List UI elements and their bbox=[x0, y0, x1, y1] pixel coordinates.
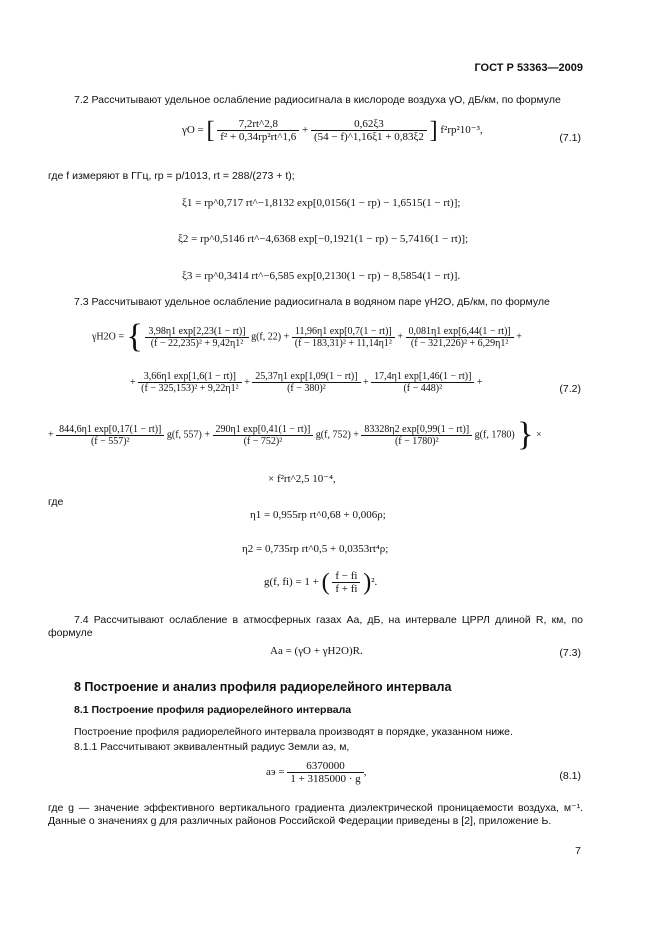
eq-7-2-term-9 bbox=[361, 424, 472, 447]
eq-7-2-term-9-den: (f − 1780)² bbox=[394, 435, 439, 447]
eq-8-1-den: 1 + 3185000 · g bbox=[290, 773, 361, 785]
eq-8-1-lhs: aэ = bbox=[266, 766, 285, 779]
eq-7-2-term-1-den: (f − 22,235)² + 9,42η1² bbox=[150, 337, 244, 349]
eq-7-2-term-4-g: + bbox=[244, 376, 250, 388]
section-8-title: 8 Построение и анализ профиля радиорелейного интервала bbox=[74, 680, 452, 694]
eq-7-2-term-2-den: (f − 183,31)² + 11,14η1² bbox=[294, 337, 392, 349]
equation-7-3: Aa = (γO + γH2O)R. bbox=[270, 645, 363, 657]
eq-7-1-number: (7.1) bbox=[559, 132, 581, 144]
eq-7-2-term-6-den: (f − 448)² bbox=[403, 383, 443, 394]
eq-7-2-number: (7.2) bbox=[559, 383, 581, 395]
section-7-2-where: где f измеряют в ГГц, rp = p/1013, rt = 288/(273 + t); bbox=[48, 170, 295, 182]
eq-7-2-term-1 bbox=[145, 326, 248, 349]
eq-7-1-term1-num: 7,2rt^2,8 bbox=[217, 118, 299, 131]
eq-7-1-term1-den: f² + 0,34rp²rt^1,6 bbox=[220, 131, 297, 143]
eq-7-2-term-3-den: (f − 321,226)² + 6,29η1² bbox=[410, 337, 509, 349]
section-8-1-title: 8.1 Построение профиля радиорелейного интервала bbox=[74, 704, 352, 716]
equation-8-1 bbox=[266, 760, 366, 785]
eq-7-2-term-6-g: + bbox=[476, 376, 483, 388]
eta1-formula: η1 = 0,955rp rt^0,68 + 0,006ρ; bbox=[250, 509, 386, 521]
eq-7-2-term-7-den: (f − 557)² bbox=[90, 435, 130, 447]
page-number: 7 bbox=[575, 845, 581, 857]
eq-7-1-term1 bbox=[217, 118, 299, 143]
eq-7-2-tail: × f²rt^2,5 10⁻⁴, bbox=[268, 473, 336, 485]
eq-7-2-term-5-g: + bbox=[363, 376, 369, 388]
eq-7-2-term-5 bbox=[252, 371, 360, 394]
section-7-4-text: 7.4 Рассчитывают ослабление в атмосферных газах Aa, дБ, на интервале ЦРРЛ длиной R, км, по формуле bbox=[48, 614, 583, 639]
xi2-formula: ξ2 = rp^0,5146 rt^−4,6368 exp[−0,1921(1 − rp) − 5,7416(1 − rt)]; bbox=[178, 233, 469, 245]
eq-7-2-term-2 bbox=[292, 326, 395, 349]
eq-8-1-num: 6370000 bbox=[287, 760, 363, 773]
eq-7-2-term-4-den: (f − 325,153)² + 9,22η1² bbox=[141, 383, 239, 394]
eta2-formula: η2 = 0,735rp rt^0,5 + 0,0353rt⁴ρ; bbox=[242, 543, 389, 555]
eq-7-1-tail: f²rp²10⁻³, bbox=[440, 124, 483, 137]
eq-7-2-times: × bbox=[536, 429, 542, 441]
eq-7-2-term-7 bbox=[56, 424, 164, 447]
eq-7-2-term-6-num: 17,4η1 exp[1,46(1 − rt)] bbox=[371, 371, 474, 383]
eq-7-2-term-7-g: g(f, 557) + bbox=[166, 429, 211, 441]
section-7-3-text: 7.3 Рассчитывают удельное ослабление радиосигнала в водяном паре γH2O, дБ/км, по формуле bbox=[74, 296, 550, 308]
eq-7-2-term-1-g: g(f, 22) + bbox=[251, 331, 290, 343]
xi3-formula: ξ3 = rp^0,3414 rt^−6,585 exp[0,2130(1 − rp) − 8,5854(1 − rt)]. bbox=[182, 270, 461, 282]
eq-7-2-term-6 bbox=[371, 371, 474, 394]
eq-7-2-term-8-num: 290η1 exp[0,41(1 − rt)] bbox=[213, 424, 314, 436]
eq-7-2-term-9-num: 83328η2 exp[0,99(1 − rt)] bbox=[361, 424, 472, 436]
section-8-1-note: где g — значение эффективного вертикального градиента диэлектрической проницаемости воздуха, м⁻¹. Данные о значениях g для различных районов Российской Федерации приведены в [2], приложение Ь. bbox=[48, 802, 583, 827]
g-function-tail: ². bbox=[371, 576, 378, 589]
equation-7-2-row2: + $\frac{3,66\eta 1 \exp[1,6(1 - rt)]}{\text{(f − 325,153)² + 9,22η1²}}$ + $\frac{25,37\eta 1 \exp[1,09(1 - rt)]}{\text{(f − 380)²}}$ + $\frac{17,4\eta 1 \exp[1,46(1 - rt)]}{\text{(f − 448)²}}$ + bbox=[130, 371, 483, 394]
equation-7-2-row3: + $\frac{844,6\eta 1 \exp[0,17(1 - rt)]}{\text{(f − 557)²}}$ g(f, 557) + $\frac{290\eta 1 \exp[0,41(1 - rt)]}{\text{(f − 752)²}}$ g(f, 752) + $\frac{83328\eta 2 \exp[0,99(1 - rt)]}{\text{(f − 1780)²}}$ g(f, 1780) } × bbox=[48, 416, 542, 453]
eq-8-1-tail: , bbox=[363, 766, 367, 779]
section-8-1-para: Построение профиля радиорелейного интервала производят в порядке, указанном ниже. bbox=[74, 726, 513, 738]
eq-7-2-term-3 bbox=[406, 326, 514, 349]
section-7-3-where: где bbox=[48, 496, 64, 508]
eq-7-2-lhs: γH2O = bbox=[92, 331, 125, 343]
eq-7-2-term-4 bbox=[138, 371, 242, 394]
equation-7-2-row1: γH2O = { $\frac{3,98\eta 1 \exp[2,23(1 - rt)]}{\text{(f − 22,235)² + 9,42η1²}}$ g(f, 22) + $\frac{11,96\eta 1 \exp[0,7(1 - rt)]}{\text{(f − 183,31)² + 11,14η1²}}$ + $\frac{0,081\eta 1 \exp[6,44(1 - rt)]}{\text{(f − 321,226)² + 6,29η1²}}$ + bbox=[92, 318, 522, 355]
eq-7-1-lhs: γO = bbox=[182, 124, 204, 137]
equation-7-1: γO = [ $\frac{7,2rt\^{}2,8}{\text{f² + 0,34rp²rt\textasciicircum{}1,6}}$ + $\frac{0,62\xi 3}{(54 - f)\^{}1,16\xi 1 + 0,83\xi 2}$ ] f²rp²10⁻³, bbox=[182, 117, 483, 144]
g-function-lhs: g(f, fi) = 1 + bbox=[264, 576, 319, 589]
eq-7-3-number: (7.3) bbox=[559, 647, 581, 659]
section-7-2-text: 7.2 Рассчитывают удельное ослабление радиосигнала в кислороде воздуха γO, дБ/км, по формуле bbox=[74, 94, 561, 106]
eq-7-2-term-2-g: + bbox=[397, 331, 403, 343]
eq-7-2-term-8-g: g(f, 752) + bbox=[315, 429, 359, 441]
eq-7-1-term2 bbox=[311, 118, 427, 143]
g-function-fraction bbox=[332, 570, 360, 595]
eq-7-2-term-4-num: 3,66η1 exp[1,6(1 − rt)] bbox=[138, 371, 242, 383]
section-8-1-1-para: 8.1.1 Рассчитывают эквивалентный радиус Земли aэ, м, bbox=[74, 741, 350, 753]
eq-7-1-term2-num: 0,62ξ3 bbox=[311, 118, 427, 131]
eq-7-2-term-2-num: 11,96η1 exp[0,7(1 − rt)] bbox=[292, 326, 395, 338]
eq-7-2-term-9-g: g(f, 1780) bbox=[474, 429, 515, 441]
eq-7-2-term-3-num: 0,081η1 exp[6,44(1 − rt)] bbox=[406, 326, 514, 338]
g-function-formula: g(f, fi) = 1 + ( $\frac{f - fi}{f + fi}$ )². bbox=[264, 569, 378, 596]
eq-7-2-term-7-num: 844,6η1 exp[0,17(1 − rt)] bbox=[56, 424, 164, 436]
eq-7-2-term-8 bbox=[213, 424, 314, 447]
eq-7-2-term-8-den: (f − 752)² bbox=[243, 435, 283, 447]
g-function-den: f + fi bbox=[335, 583, 358, 595]
eq-7-2-term-5-den: (f − 380)² bbox=[287, 383, 326, 394]
eq-7-2-term-5-num: 25,37η1 exp[1,09(1 − rt)] bbox=[252, 371, 360, 383]
doc-id: ГОСТ Р 53363—2009 bbox=[474, 62, 583, 74]
g-function-num: f − fi bbox=[332, 570, 360, 583]
eq-8-1-number: (8.1) bbox=[559, 770, 581, 782]
eq-8-1-fraction bbox=[287, 760, 363, 785]
eq-7-1-term2-den: (54 − f)^1,16ξ1 + 0,83ξ2 bbox=[314, 131, 424, 143]
eq-7-2-term-1-num: 3,98η1 exp[2,23(1 − rt)] bbox=[145, 326, 248, 338]
eq-7-2-term-3-g: + bbox=[516, 331, 522, 343]
xi1-formula: ξ1 = rp^0,717 rt^−1,8132 exp[0,0156(1 − rp) − 1,6515(1 − rt)]; bbox=[182, 197, 461, 209]
